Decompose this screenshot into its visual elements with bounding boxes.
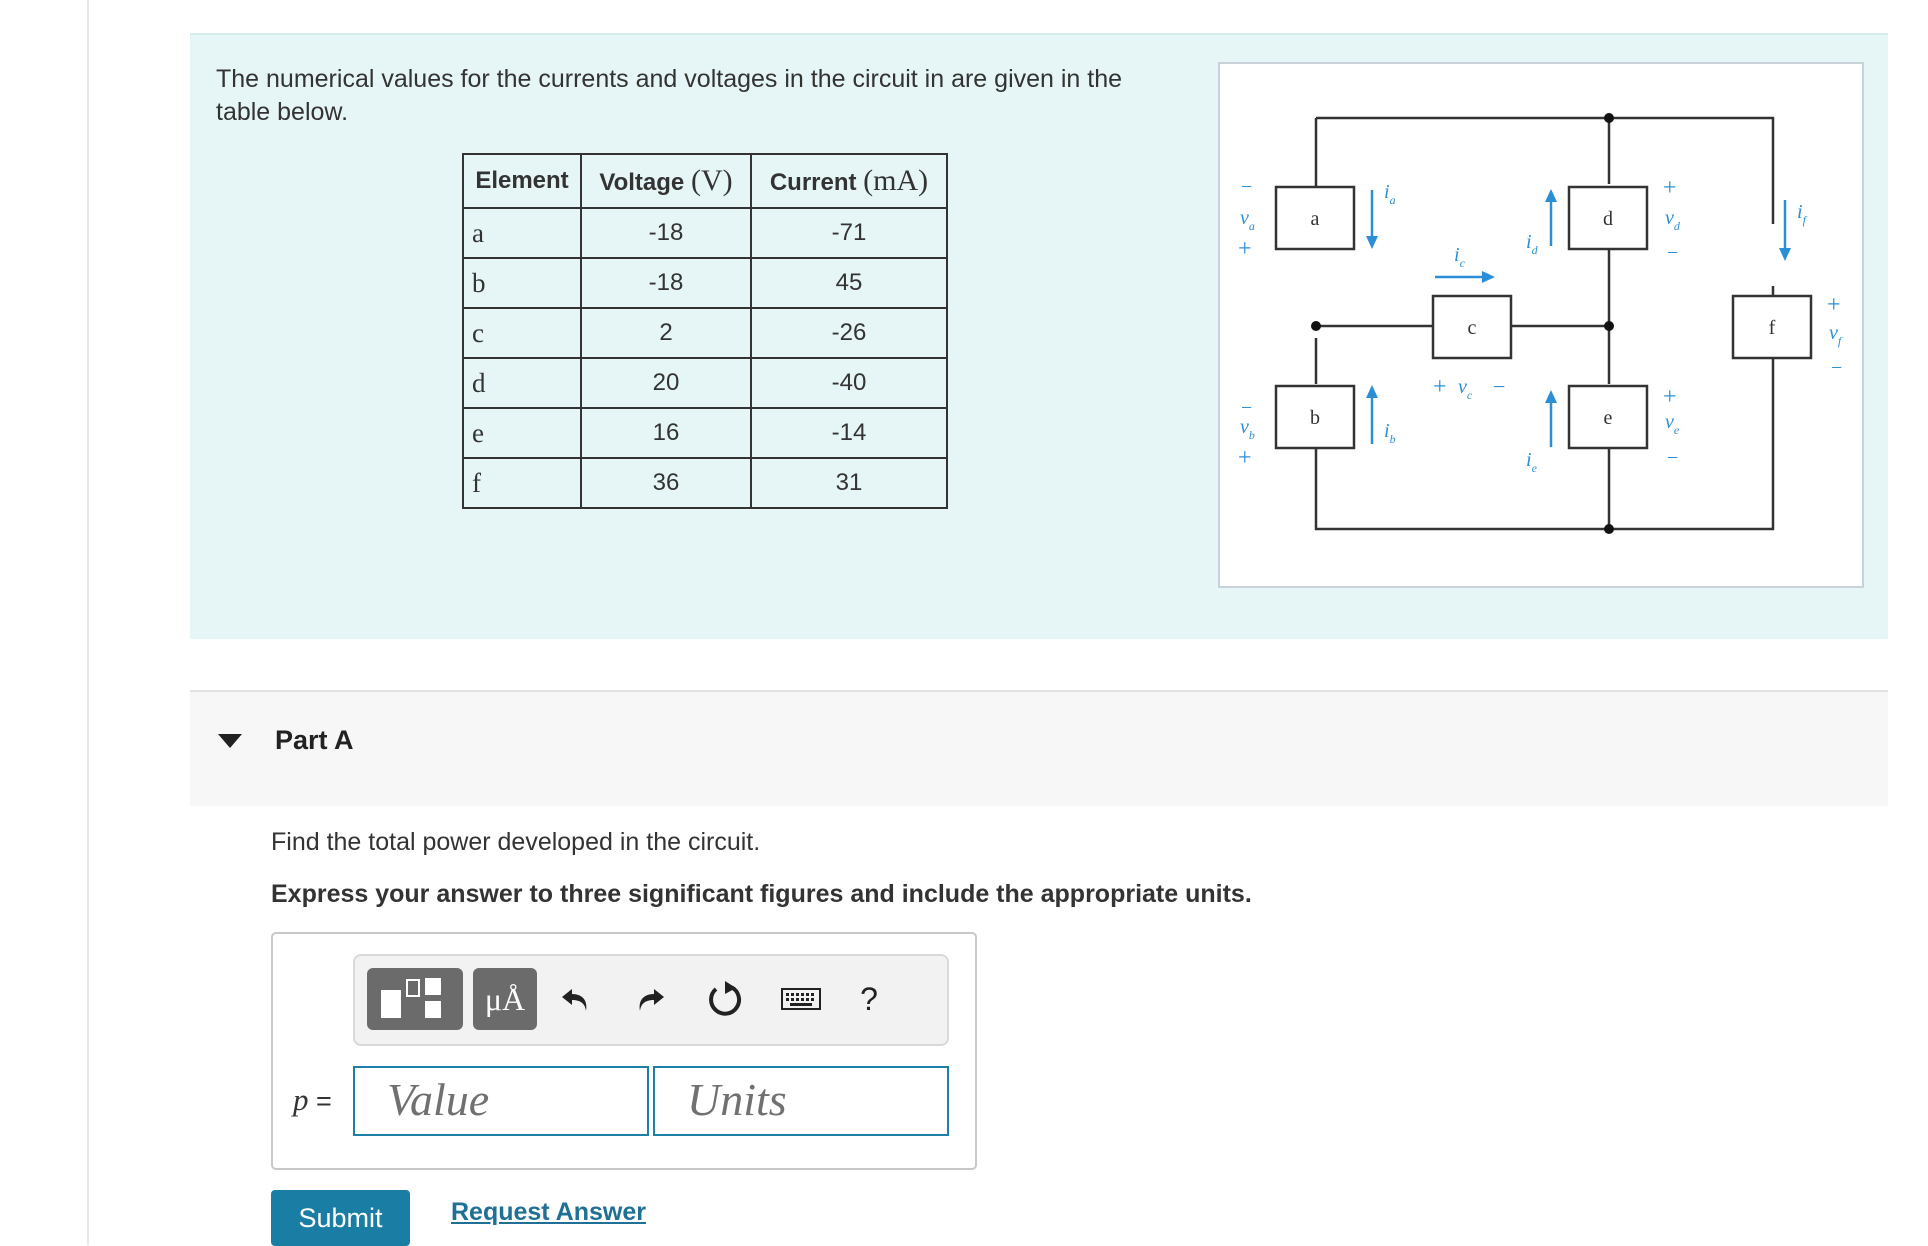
element-labels [1310,208,1776,429]
units-button[interactable]: μÅ [473,968,537,1030]
units-input[interactable]: Units [653,1066,949,1136]
left-divider [87,0,89,1245]
vc-plus: + [1433,374,1447,400]
element-a-label: a [1310,208,1320,230]
header-voltage: Voltage (V) [581,154,751,208]
table-row: e 16 -14 [463,408,947,458]
label-vb: $v_b$ [1240,416,1255,442]
label-ie: $i_e$ [1526,449,1537,475]
part-a-header[interactable] [190,690,1888,806]
submit-button[interactable]: Submit [271,1190,410,1246]
label-ic: $i_c$ [1454,244,1465,270]
va-minus: − [1241,176,1253,198]
table-row: f 36 31 [463,458,947,508]
ve-plus: + [1663,384,1677,410]
label-ib: $i_b$ [1384,420,1396,446]
instruction-text: Express your answer to three significant figures and include the appropriate units. [271,880,1252,908]
element-b-label: b [1310,407,1320,429]
header-current: Current (mA) [751,154,947,208]
vb-minus: − [1241,397,1253,419]
label-id: $i_d$ [1526,231,1538,257]
table-row: d 20 -40 [463,358,947,408]
label-vd: $v_d$ [1665,207,1680,233]
label-if: $i_f$ [1797,201,1806,227]
label-vc: $v_c$ [1458,376,1473,402]
element-f-label: f [1768,317,1776,339]
help-button[interactable]: ? [860,980,878,1017]
reset-button[interactable] [701,972,749,1026]
redo-icon [634,983,668,1015]
circuit-element-boxes [1276,187,1811,448]
label-ve: $v_e$ [1665,411,1680,437]
vd-plus: + [1663,175,1677,201]
undo-button[interactable] [551,972,599,1026]
request-answer-link[interactable]: Request Answer [451,1198,646,1226]
ve-minus: − [1667,447,1679,469]
collapse-caret-icon[interactable] [218,734,242,748]
keyboard-button[interactable] [777,972,825,1026]
undo-icon [558,983,592,1015]
circuit-svg [1220,64,1862,586]
problem-intro-panel [190,33,1888,639]
part-title: Part A [275,725,354,755]
element-e-label: e [1603,407,1613,429]
table-row: a -18 -71 [463,208,947,258]
element-d-label: d [1603,208,1613,230]
label-va: $v_a$ [1240,207,1255,233]
vc-minus: − [1493,374,1506,399]
keyboard-icon [780,985,822,1013]
redo-button[interactable] [627,972,675,1026]
intro-text: The numerical values for the currents and voltages in the circuit in are given in the table below. [216,65,1123,126]
label-ia: $i_a$ [1384,181,1396,207]
table-row: c 2 -26 [463,308,947,358]
vb-plus: + [1238,445,1252,471]
element-c-label: c [1467,317,1477,339]
values-table [462,153,948,509]
label-vf: $v_f$ [1829,322,1842,348]
header-element: Element [463,154,581,208]
question-text: Find the total power developed in the circuit. [271,828,761,856]
answer-box [271,932,977,1170]
math-toolbar [353,954,949,1046]
value-input[interactable]: Value [353,1066,649,1136]
templates-button[interactable] [367,968,463,1030]
table-row: b -18 45 [463,258,947,308]
table-header-row [463,154,947,208]
variable-label: p = [293,1082,332,1117]
circuit-diagram [1218,62,1864,588]
vf-plus: + [1827,292,1841,318]
va-plus: + [1238,236,1252,262]
templates-icon [367,968,463,1030]
reset-icon [705,979,745,1019]
circuit-wires [1316,118,1773,529]
vf-minus: − [1831,357,1843,379]
vd-minus: − [1667,242,1679,264]
